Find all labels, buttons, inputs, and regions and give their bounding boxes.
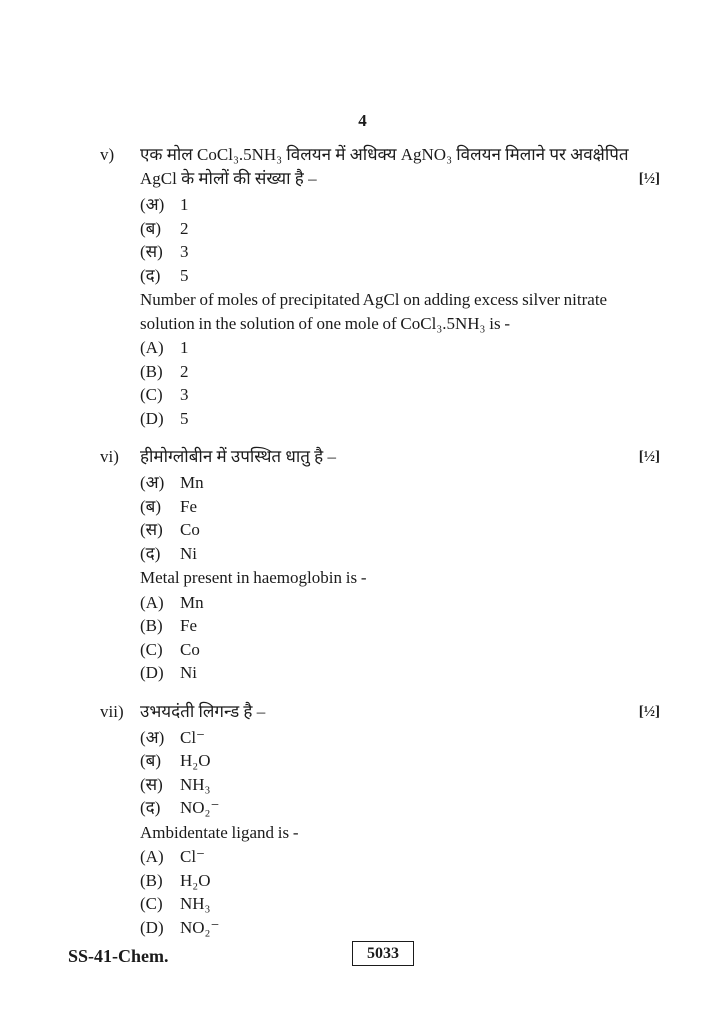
option-row xyxy=(140,916,660,940)
question-text-hindi: एक मोल CoCl₃.5NH₃ विलयन में अधिक्य AgNO₃ विलयन मिलाने पर अवक्षेपित AgCl के मोलों की संख्या है – xyxy=(140,145,629,188)
option-value: 5 xyxy=(180,265,189,285)
option-row xyxy=(140,796,660,820)
option-row xyxy=(140,749,660,773)
option-value: Mn xyxy=(180,473,204,492)
option-value: Fe xyxy=(180,616,197,635)
option-letter: (ब) xyxy=(140,496,162,516)
option-value: 3 xyxy=(180,242,189,261)
option-letter: (ब) xyxy=(140,218,162,238)
option-row xyxy=(140,845,660,869)
option-letter: (B) xyxy=(140,616,163,635)
page-number: 4 xyxy=(358,111,367,130)
question-header xyxy=(100,445,660,469)
option-row xyxy=(140,471,660,495)
option-value: Cl⁻ xyxy=(180,847,206,866)
question-text-english: Metal present in haemoglobin is - xyxy=(140,568,367,587)
option-value: Cl⁻ xyxy=(180,727,206,747)
option-letter: (D) xyxy=(140,917,164,937)
question-text-english: Ambidentate ligand is - xyxy=(140,822,299,842)
option-letter: (द) xyxy=(140,798,161,817)
paper-code: SS-41-Chem. xyxy=(68,946,169,966)
option-value: 2 xyxy=(180,361,189,381)
question-number: vii) xyxy=(100,701,124,721)
option-letter: (D) xyxy=(140,408,164,428)
option-row xyxy=(140,193,660,217)
marks-badge: [½] xyxy=(638,703,660,720)
option-letter: (B) xyxy=(140,870,163,890)
option-row xyxy=(140,726,660,750)
option-letter: (C) xyxy=(140,639,163,659)
option-row xyxy=(140,240,660,264)
option-letter: (C) xyxy=(140,385,163,404)
option-row xyxy=(140,661,660,685)
option-row xyxy=(140,518,660,542)
option-value: Fe xyxy=(180,496,197,516)
option-letter: (द) xyxy=(140,543,161,563)
option-row xyxy=(140,336,660,360)
option-letter: (D) xyxy=(140,663,164,682)
question-number: v) xyxy=(100,145,115,164)
option-row xyxy=(140,614,660,638)
option-value: NH₃ xyxy=(180,774,211,794)
option-row xyxy=(140,773,660,797)
option-row xyxy=(140,407,660,431)
option-value: Co xyxy=(180,520,200,539)
option-letter: (B) xyxy=(140,361,163,381)
option-letter: (C) xyxy=(140,894,163,913)
option-row xyxy=(140,542,660,566)
option-value: 5 xyxy=(180,408,189,428)
option-row xyxy=(140,264,660,288)
option-value: Ni xyxy=(180,543,197,563)
option-letter: (A) xyxy=(140,592,164,612)
option-row xyxy=(140,638,660,662)
option-row xyxy=(140,383,660,407)
marks-badge: [½] xyxy=(638,171,660,187)
question-number: vi) xyxy=(100,447,119,466)
option-row xyxy=(140,217,660,241)
option-value: 2 xyxy=(180,218,189,238)
option-value: 1 xyxy=(180,338,189,357)
marks-badge: [½] xyxy=(638,449,660,465)
option-value: NO₂⁻ xyxy=(180,798,220,817)
paper-serial-box: 5033 xyxy=(352,941,414,966)
option-row xyxy=(140,360,660,384)
question-vi xyxy=(100,445,660,685)
option-value: 3 xyxy=(180,385,189,404)
option-letter: (ब) xyxy=(140,751,162,770)
option-row xyxy=(140,591,660,615)
option-value: NO₂⁻ xyxy=(180,917,220,937)
page-content xyxy=(100,143,660,939)
question-vii xyxy=(100,700,660,940)
question-header xyxy=(100,143,660,191)
option-letter: (स) xyxy=(140,774,163,794)
option-value: 1 xyxy=(180,195,189,214)
option-letter: (A) xyxy=(140,338,164,357)
option-value: Mn xyxy=(180,592,204,612)
option-letter: (अ) xyxy=(140,473,165,492)
question-text-hindi: उभयदंती लिगन्ड है – xyxy=(140,701,266,721)
option-row xyxy=(140,869,660,893)
option-value: Co xyxy=(180,639,200,659)
question-text-hindi: हीमोग्लोबीन में उपस्थित धातु है – xyxy=(140,447,336,466)
option-letter: (द) xyxy=(140,265,161,285)
option-value: H₂O xyxy=(180,751,211,770)
option-letter: (अ) xyxy=(140,195,165,214)
option-letter: (अ) xyxy=(140,727,165,747)
option-letter: (स) xyxy=(140,520,163,539)
option-value: NH₃ xyxy=(180,894,211,913)
option-value: Ni xyxy=(180,663,197,682)
question-header xyxy=(100,700,660,724)
question-text-english: Number of moles of precipitated AgCl on adding excess silver nitrate solution in the solution of one mole of CoCl₃.5NH₃ is - xyxy=(140,290,608,333)
option-value: H₂O xyxy=(180,870,211,890)
option-row xyxy=(140,892,660,916)
option-letter: (स) xyxy=(140,242,163,261)
option-letter: (A) xyxy=(140,847,164,866)
option-row xyxy=(140,495,660,519)
question-v xyxy=(100,143,660,430)
